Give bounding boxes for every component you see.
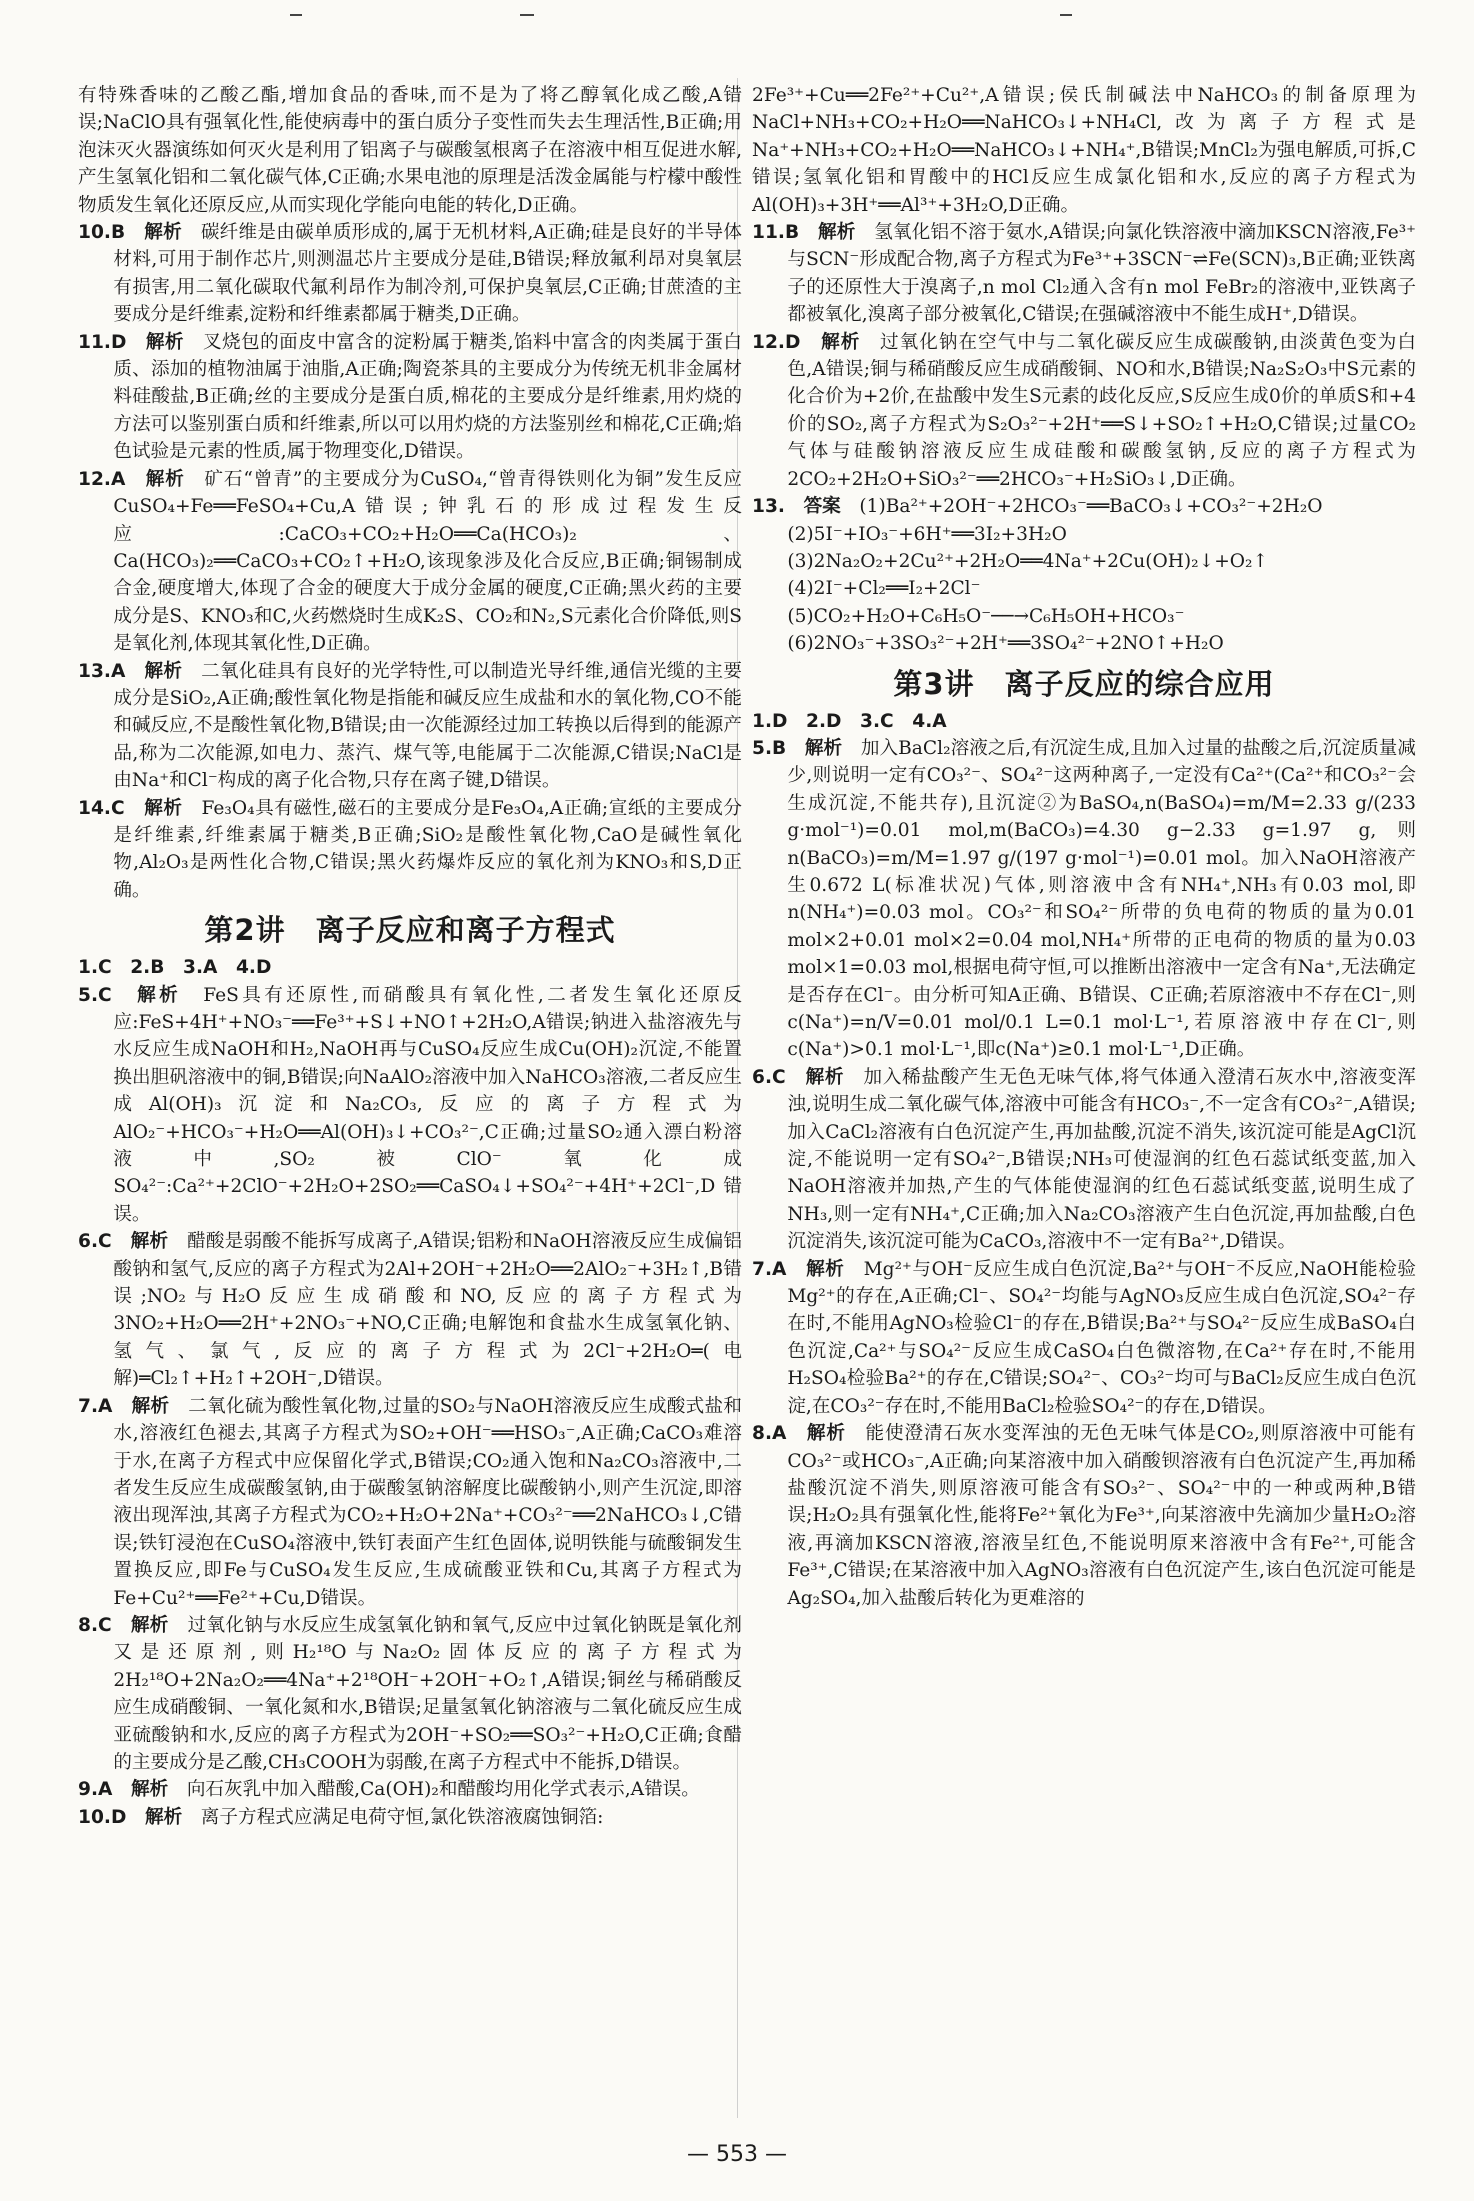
answer-item [78, 1393, 742, 1612]
answer-item [752, 735, 1416, 1064]
item-number: 10.D [78, 1806, 127, 1828]
item-tag: 解析 [821, 331, 861, 353]
item-number: 8.A [752, 1423, 787, 1445]
item-text: FeS具有还原性,而硝酸具有氧化性,二者发生氧化还原反应:FeS+4H⁺+NO₃⁻══Fe³⁺+S↓+NO↑+2H₂O,A错误;钠进入盐溶液先与水反应生成NaOH和H₂,NaOH再与CuSO₄反应生成Cu(OH)₂沉淀,不能置换出胆矾溶液中的铜,B错误;向NaAlO₂溶液中加入NaHCO₃溶液,二者反应生成Al(OH)₃沉淀和Na₂CO₃,反应的离子方程式为AlO₂⁻+HCO₃⁻+H₂O══Al(OH)₃↓+CO₃²⁻,C正确;过量SO₂通入漂白粉溶液中,SO₂被ClO⁻氧化成SO₄²⁻:Ca²⁺+2ClO⁻+2H₂O+2SO₂══CaSO₄↓+SO₄²⁻+4H⁺+2Cl⁻,D错误。 [113, 984, 742, 1225]
answer-item [78, 1228, 742, 1392]
item-number: 7.A [78, 1395, 113, 1417]
item-tag: 解析 [806, 1423, 846, 1445]
answer-subitem: (4)2I⁻+Cl₂══I₂+2Cl⁻ [787, 578, 981, 600]
answer-item [78, 219, 742, 329]
item-text: Mg²⁺与OH⁻反应生成白色沉淀,Ba²⁺与OH⁻不反应,NaOH能检验Mg²⁺的存在,A正确;Cl⁻、SO₄²⁻均能与AgNO₃反应生成白色沉淀,SO₄²⁻存在时,不能用AgNO₃检验Cl⁻的存在,B错误;Ba²⁺与SO₄²⁻反应生成BaSO₄白色沉淀,Ca²⁺与SO₄²⁻反应生成CaSO₄白色微溶物,在Ca²⁺存在时,不能用H₂SO₄检验Ba²⁺的存在,C错误;SO₄²⁻、CO₃²⁻均可与BaCl₂反应生成白色沉淀,在CO₃²⁻存在时,不能用BaCl₂检验SO₄²⁻的存在,D错误。 [787, 1258, 1416, 1417]
answer-item [752, 1064, 1416, 1256]
answer-subitem: (5)CO₂+H₂O+C₆H₅O⁻──→C₆H₅OH+HCO₃⁻ [787, 605, 1185, 627]
item-text: 叉烧包的面皮中富含的淀粉属于糖类,馅料中富含的肉类属于蛋白质、添加的植物油属于油脂,A正确;陶瓷茶具的主要成分为传统无机非金属材料硅酸盐,B正确;丝的主要成分是蛋白质,棉花的主要成分是纤维素,用灼烧的方法可以鉴别蛋白质和纤维素,所以可以用灼烧的方法鉴别丝和棉花,C正确;焰色试验是元素的性质,属于物理变化,D错误。 [113, 331, 742, 463]
answer-item [752, 1420, 1416, 1612]
top-crop-mark-left [290, 14, 302, 16]
item-tag: 答案 [803, 496, 841, 518]
answer-subitem: (2)5I⁻+IO₃⁻+6H⁺══3I₂+3H₂O [787, 523, 1067, 545]
item-tag: 解析 [130, 1231, 169, 1253]
item-text: 醋酸是弱酸不能拆写成离子,A错误;铝粉和NaOH溶液反应生成偏铝酸钠和氢气,反应的离子方程式为2Al+2OH⁻+2H₂O══2AlO₂⁻+3H₂↑,B错误;NO₂与H₂O反应生成硝酸和NO,反应的离子方程式为3NO₂+H₂O══2H⁺+2NO₃⁻+NO,C正确;电解饱和食盐水生成氢氧化钠、氢气、氯气,反应的离子方程式为2Cl⁻+2H₂O═(电解)═Cl₂↑+H₂↑+2OH⁻,D错误。 [113, 1231, 742, 1390]
item-number: 6.C [752, 1066, 786, 1088]
item-number: 12.D [752, 331, 801, 353]
item-tag: 解析 [806, 1258, 845, 1280]
answer-item [752, 219, 1416, 329]
item-number: 11.D [78, 331, 127, 353]
item-tag: 解析 [805, 1066, 845, 1088]
item-text: 加入稀盐酸产生无色无味气体,将气体通入澄清石灰水中,溶液变浑浊,说明生成二氧化碳气体,溶液中可能含有HCO₃⁻,不一定含有CO₃²⁻,A错误;加入CaCl₂溶液有白色沉淀产生,再加盐酸,沉淀不消失,该沉淀可能是AgCl沉淀,不能说明一定有SO₄²⁻,B错误;NH₃可使湿润的红色石蕊试纸变蓝,加入NaOH溶液并加热,产生的气体能使湿润的红色石蕊试纸变蓝,说明生成了NH₃,则一定有NH₄⁺,C正确;加入Na₂CO₃溶液产生白色沉淀,再加盐酸,白色沉淀消失,该沉淀可能为CaCO₃,溶液中不一定有Ba²⁺,D错误。 [787, 1066, 1416, 1253]
item-text: 过氧化钠与水反应生成氢氧化钠和氧气,反应中过氧化钠既是氧化剂又是还原剂,则H₂¹⁸O与Na₂O₂固体反应的离子方程式为2H₂¹⁸O+2Na₂O₂══4Na⁺+2¹⁸OH⁻+2OH⁻+O₂↑,A错误;铜丝与稀硝酸反应生成硝酸铜、一氧化氮和水,B错误;足量氢氧化钠溶液与二氧化硫反应生成亚硫酸钠和水,反应的离子方程式为2OH⁻+SO₂══SO₃²⁻+H₂O,C正确;食醋的主要成分是乙酸,CH₃COOH为弱酸,在离子方程式中不能拆,D错误。 [113, 1614, 742, 1773]
item-number: 5.C [78, 984, 112, 1006]
answer-item [78, 1804, 742, 1831]
item-number: 11.B [752, 222, 800, 244]
item-text: 矿石“曾青”的主要成分为CuSO₄,“曾青得铁则化为铜”发生反应CuSO₄+Fe══FeSO₄+Cu,A错误;钟乳石的形成过程发生反应:CaCO₃+CO₂+H₂O══Ca(HCO₃)₂、Ca(HCO₃)₂══CaCO₃+CO₂↑+H₂O,该现象涉及化合反应,B正确;铜锡制成合金,硬度增大,体现了合金的硬度大于成分金属的硬度,C正确;黑火药的主要成分是S、KNO₃和C,火药燃烧时生成K₂S、CO₂和N₂,S元素化合价降低,则S是氧化剂,体现其氧化性,D正确。 [113, 468, 742, 655]
item-number: 8.C [78, 1614, 112, 1636]
item-tag: 解析 [144, 222, 182, 244]
item-tag: 解析 [131, 1395, 170, 1417]
page-number: — 553 — [687, 2142, 787, 2167]
item-number: 14.C [78, 797, 125, 819]
item-number: 12.A [78, 468, 126, 490]
item-text: 二氧化硅具有良好的光学特性,可以制造光导纤维,通信光缆的主要成分是SiO₂,A正确;酸性氧化物是指能和碱反应生成盐和水的氧化物,CO不能和碱反应,不是酸性氧化物,B错误;由一次能源经过加工转换以后得到的能源产品,称为二次能源,如电力、蒸汽、煤气等,电能属于二次能源,C错误;NaCl是由Na⁺和Cl⁻构成的离子化合物,只存在离子键,D错误。 [113, 660, 742, 792]
item-number: 13.A [78, 660, 126, 682]
top-crop-mark-mid [520, 14, 534, 16]
item-number: 10.B [78, 222, 126, 244]
item-number: 7.A [752, 1258, 787, 1280]
item-text: 离子方程式应满足电荷守恒,氯化铁溶液腐蚀铜箔: [200, 1806, 604, 1828]
item-tag: 解析 [145, 331, 184, 353]
right-column [752, 82, 1416, 1612]
item-tag: 解析 [144, 1806, 183, 1828]
item-tag: 解析 [131, 1779, 169, 1801]
answer-item [78, 466, 742, 658]
item-text: Fe₃O₄具有磁性,磁石的主要成分是Fe₃O₄,A正确;宣纸的主要成分是纤维素,纤维素属于糖类,B正确;SiO₂是酸性氧化物,CaO是碱性氧化物,Al₂O₃是两性化合物,C错误;黑火药爆炸反应的氧化剂为KNO₃和S,D正确。 [113, 797, 742, 901]
section-heading: 第2讲 离子反应和离子方程式 [204, 913, 616, 948]
answer-item [78, 329, 742, 466]
choice-answers: 1.C 2.B 3.A 4.D [78, 957, 272, 979]
answer-item [78, 795, 742, 905]
item-text: 能使澄清石灰水变浑浊的无色无味气体是CO₂,则原溶液中可能有CO₃²⁻或HCO₃⁻,A正确;向某溶液中加入硝酸钡溶液有白色沉淀产生,再加稀盐酸沉淀不消失,则原溶液可能含有SO₃²⁻、SO₄²⁻中的一种或两种,B错误;H₂O₂具有强氧化性,能将Fe²⁺氧化为Fe³⁺,向某溶液中先滴加少量H₂O₂溶液,再滴加KSCN溶液,溶液呈红色,不能说明原来溶液中含有Fe²⁺,可能含Fe³⁺,C错误;在某溶液中加入AgNO₃溶液有白色沉淀产生,该白色沉淀可能是Ag₂SO₄,加入盐酸后转化为更难溶的 [787, 1423, 1416, 1609]
item-number: 6.C [78, 1231, 112, 1253]
choice-answers: 1.D 2.D 3.C 4.A [752, 710, 947, 732]
continued-paragraph: 有特殊香味的乙酸乙酯,增加食品的香味,而不是为了将乙醇氧化成乙酸,A错误;NaClO具有强氧化性,能使病毒中的蛋白质分子变性而失去生理活性,B正确;用泡沫灭火器演练如何灭火是利用了铝离子与碳酸氢根离子在溶液中相互促进水解,产生氢氧化铝和二氧化碳气体,C正确;水果电池的原理是活泼金属能与柠檬中酸性物质发生氧化还原反应,从而实现化学能向电能的转化,D正确。 [78, 85, 742, 216]
answer-subitem: (6)2NO₃⁻+3SO₃²⁻+2H⁺══3SO₄²⁻+2NO↑+H₂O [787, 633, 1224, 655]
answer-item [752, 493, 1416, 520]
answer-item [752, 1256, 1416, 1420]
item-tag: 解析 [144, 797, 183, 819]
answer-item [78, 658, 742, 795]
item-text: 加入BaCl₂溶液之后,有沉淀生成,且加入过量的盐酸之后,沉淀质量减少,则说明一定有CO₃²⁻、SO₄²⁻这两种离子,一定没有Ca²⁺(Ca²⁺和CO₃²⁻会生成沉淀,不能共存),且沉淀②为BaSO₄,n(BaSO₄)=m/M=2.33 g/(233 g·mol⁻¹)=0.01 mol,m(BaCO₃)=4.30 g−2.33 g=1.97 g,则n(BaCO₃)=m/M=1.97 g/(197 g·mol⁻¹)=0.01 mol。加入NaOH溶液产生0.672 L(标准状况)气体,则溶液中含有NH₄⁺,NH₃有0.03 mol,即n(NH₄⁺)=0.03 mol。CO₃²⁻和SO₄²⁻所带的负电荷的物质的量为0.01 mol×2+0.01 mol×2=0.04 mol,NH₄⁺所带的正电荷的物质的量为0.03 mol×1=0.03 mol,根据电荷守恒,可以推断出溶液中一定含有Na⁺,无法确定是否存在Cl⁻。由分析可知A正确、B错误、C正确;若原溶液中不存在Cl⁻,则c(Na⁺)=n/V=0.01 mol/0.1 L=0.1 mol·L⁻¹,若原溶液中存在Cl⁻,则c(Na⁺)>0.1 mol·L⁻¹,即c(Na⁺)≥0.1 mol·L⁻¹,D正确。 [787, 737, 1416, 1061]
item-text: (1)Ba²⁺+2OH⁻+2HCO₃⁻══BaCO₃↓+CO₃²⁻+2H₂O [859, 496, 1323, 518]
item-tag: 解析 [804, 737, 843, 759]
item-number: 5.B [752, 737, 787, 759]
continued-paragraph: 2Fe³⁺+Cu══2Fe²⁺+Cu²⁺,A错误;侯氏制碱法中NaHCO₃的制备原理为NaCl+NH₃+CO₂+H₂O══NaHCO₃↓+NH₄Cl,改为离子方程式是Na⁺+NH₃+CO₂+H₂O══NaHCO₃↓+NH₄⁺,B错误;MnCl₂为强电解质,可拆,C错误;氢氧化铝和胃酸中的HCl反应生成氯化铝和水,反应的离子方程式为Al(OH)₃+3H⁺══Al³⁺+3H₂O,D正确。 [752, 85, 1416, 216]
top-crop-mark-right [1060, 14, 1072, 16]
item-tag: 解析 [145, 468, 185, 490]
section-heading: 第3讲 离子反应的综合应用 [893, 666, 1275, 701]
item-number: 13. [752, 496, 785, 518]
answer-subitem: (3)2Na₂O₂+2Cu²⁺+2H₂O══4Na⁺+2Cu(OH)₂↓+O₂↑ [787, 550, 1269, 572]
item-text: 向石灰乳中加入醋酸,Ca(OH)₂和醋酸均用化学式表示,A错误。 [186, 1779, 700, 1801]
item-text: 碳纤维是由碳单质形成的,属于无机材料,A正确;硅是良好的半导体材料,可用于制作芯片,则测温芯片主要成分是硅,B错误;释放氟利昂对臭氧层有损害,用二氧化碳取代氟利昂作为制冷剂,可保护臭氧层,C正确;甘蔗渣的主要成分是纤维素,淀粉和纤维素都属于糖类,D正确。 [113, 222, 742, 326]
item-tag: 解析 [818, 222, 856, 244]
item-number: 9.A [78, 1779, 113, 1801]
item-text: 二氧化硫为酸性氧化物,过量的SO₂与NaOH溶液反应生成酸式盐和水,溶液红色褪去,其离子方程式为SO₂+OH⁻══HSO₃⁻,A正确;CaCO₃难溶于水,在离子方程式中应保留化学式,B错误;CO₂通入饱和Na₂CO₃溶液中,二者发生反应生成碳酸氢钠,由于碳酸氢钠溶解度比碳酸钠小,则产生沉淀,即溶液出现浑浊,其离子方程式为CO₂+H₂O+2Na⁺+CO₃²⁻══2NaHCO₃↓,C错误;铁钉浸泡在CuSO₄溶液中,铁钉表面产生红色固体,说明铁能与硫酸铜发生置换反应,即Fe与CuSO₄发生反应,生成硫酸亚铁和Cu,其离子方程式为Fe+Cu²⁺══Fe²⁺+Cu,D错误。 [113, 1395, 742, 1609]
answer-item [78, 1776, 742, 1803]
item-tag: 解析 [137, 984, 182, 1006]
item-tag: 解析 [130, 1614, 169, 1636]
item-tag: 解析 [144, 660, 183, 682]
answer-item [78, 982, 742, 1229]
item-text: 氢氧化铝不溶于氨水,A错误;向氯化铁溶液中滴加KSCN溶液,Fe³⁺与SCN⁻形成配合物,离子方程式为Fe³⁺+3SCN⁻⇌Fe(SCN)₃,B正确;亚铁离子的还原性大于溴离子,n mol Cl₂通入含有n mol FeBr₂的溶液中,亚铁离子都被氧化,溴离子部分被氧化,C错误;在强碱溶液中不能生成H⁺,D错误。 [787, 222, 1416, 326]
answer-item [78, 1612, 742, 1776]
answer-item [752, 329, 1416, 493]
left-column [78, 82, 742, 1831]
item-text: 过氧化钠在空气中与二氧化碳反应生成碳酸钠,由淡黄色变为白色,A错误;铜与稀硝酸反应生成硝酸铜、NO和水,B错误;Na₂S₂O₃中S元素的化合价为+2价,在盐酸中发生S元素的歧化反应,S反应生成0价的单质S和+4价的SO₂,离子方程式为S₂O₃²⁻+2H⁺══S↓+SO₂↑+H₂O,C错误;过量CO₂气体与硅酸钠溶液反应生成硅酸和碳酸氢钠,反应的离子方程式为2CO₂+2H₂O+SiO₃²⁻══2HCO₃⁻+H₂SiO₃↓,D正确。 [787, 331, 1416, 490]
